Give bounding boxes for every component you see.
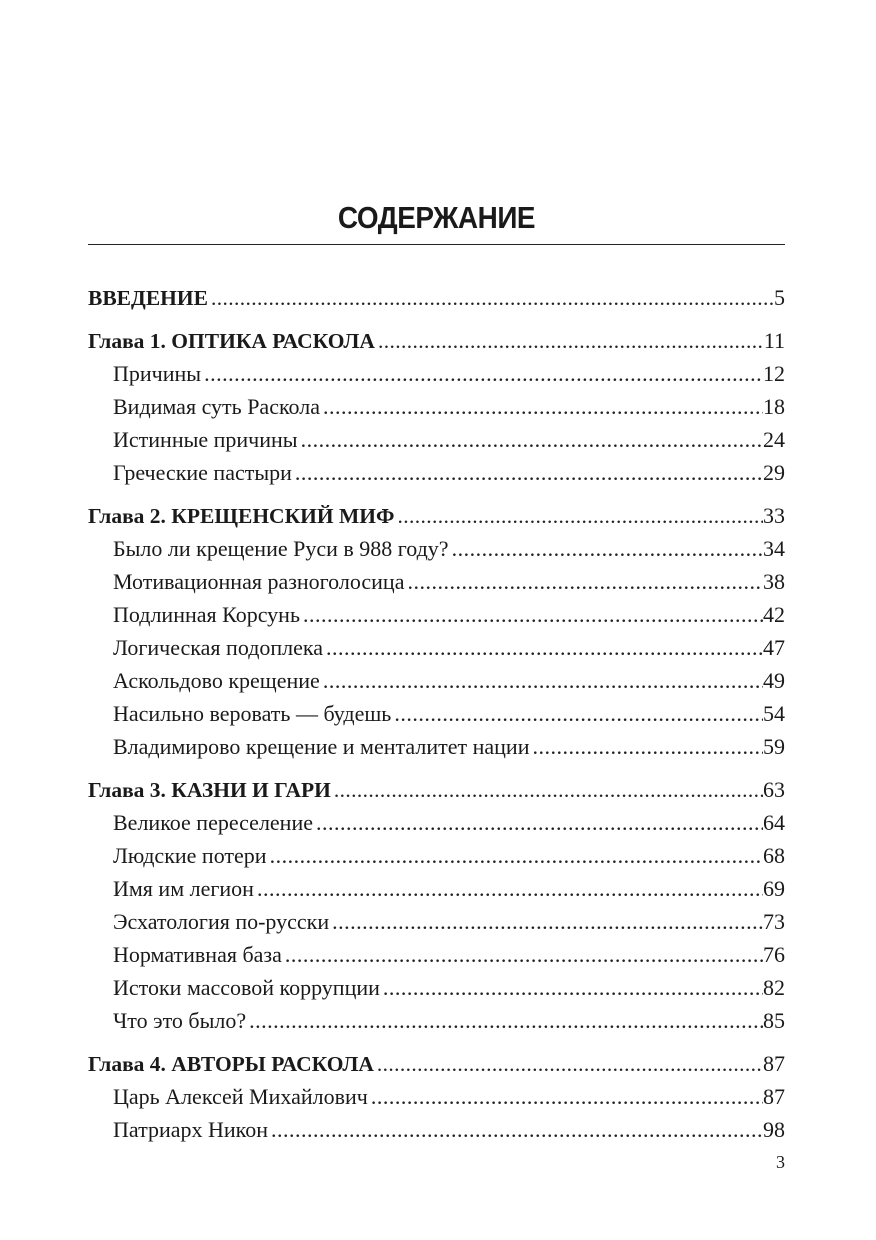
toc-entry-page: 68 [763, 843, 785, 868]
toc-entry-page: 34 [763, 536, 785, 561]
toc-entry-page: 11 [763, 328, 785, 353]
toc-entry-label: Причины [113, 361, 202, 386]
toc-section-entry[interactable] [88, 697, 785, 730]
toc-entry-label: Насильно веровать — будешь [113, 701, 392, 726]
toc-chapter-entry[interactable] [88, 499, 785, 532]
toc-section-entry[interactable] [88, 1004, 785, 1037]
dot-leader [329, 905, 763, 938]
toc-section-entry[interactable] [88, 730, 785, 763]
toc-entry-label: Глава 3. КАЗНИ И ГАРИ [88, 778, 331, 802]
dot-leader [391, 697, 763, 730]
dot-leader [529, 730, 763, 763]
toc-entry-label: Эсхатология по-русски [113, 909, 330, 934]
toc-section-entry[interactable] [88, 357, 785, 390]
toc-chapter-entry[interactable] [88, 1047, 785, 1080]
dot-leader [394, 500, 763, 533]
toc-entry-page: 87 [763, 1084, 785, 1109]
dot-leader [323, 631, 763, 664]
toc-entry-page: 33 [763, 503, 785, 528]
dot-leader [292, 456, 763, 489]
toc-entry-page: 63 [763, 777, 785, 802]
toc-entry-label: Глава 1. ОПТИКА РАСКОЛА [88, 329, 375, 353]
toc-section-entry[interactable] [88, 565, 785, 598]
toc-entry-page: 42 [763, 602, 785, 627]
toc-section-entry[interactable] [88, 1080, 785, 1113]
toc-entry-page: 47 [763, 635, 785, 660]
toc-entry-label: Патриарх Никон [113, 1117, 269, 1142]
toc-entry-page: 73 [763, 909, 785, 934]
dot-leader [368, 1080, 763, 1113]
toc-entry-label: Видимая суть Раскола [113, 394, 320, 419]
dot-leader [246, 1004, 763, 1037]
toc-chapter-entry[interactable] [88, 281, 785, 314]
dot-leader [449, 532, 763, 565]
dot-leader [404, 565, 763, 598]
dot-leader [320, 390, 763, 423]
toc-entry-label: Глава 2. КРЕЩЕНСКИЙ МИФ [88, 504, 395, 528]
toc-entry-page: 24 [763, 427, 785, 452]
toc-entry-label: Истинные причины [113, 427, 298, 452]
toc-entry-label: Нормативная база [113, 942, 282, 967]
toc-entry-page: 29 [763, 460, 785, 485]
toc-section-entry[interactable] [88, 905, 785, 938]
toc-entry-page: 76 [763, 942, 785, 967]
toc-entry-label: Было ли крещение Руси в 988 году? [113, 536, 449, 561]
toc-section-entry[interactable] [88, 423, 785, 456]
toc-section-entry[interactable] [88, 456, 785, 489]
toc-section-entry[interactable] [88, 532, 785, 565]
dot-leader [267, 839, 763, 872]
toc-entry-page: 59 [763, 734, 785, 759]
dot-leader [282, 938, 763, 971]
toc-entry-page: 38 [763, 569, 785, 594]
table-of-contents [88, 281, 785, 1146]
toc-entry-label: Греческие пастыри [113, 460, 292, 485]
toc-entry-label: Царь Алексей Михайлович [113, 1084, 368, 1109]
dot-leader [298, 423, 763, 456]
title-rule [88, 244, 785, 245]
dot-leader [300, 598, 763, 631]
toc-entry-page: 12 [763, 361, 785, 386]
toc-section-entry[interactable] [88, 598, 785, 631]
dot-leader [254, 872, 763, 905]
toc-entry-page: 49 [763, 668, 785, 693]
toc-section-entry[interactable] [88, 1113, 785, 1146]
dot-leader [380, 971, 763, 1004]
toc-entry-label: Людские потери [113, 843, 267, 868]
toc-section-entry[interactable] [88, 938, 785, 971]
dot-leader [331, 774, 763, 807]
toc-entry-page: 54 [763, 701, 785, 726]
toc-section-entry[interactable] [88, 664, 785, 697]
dot-leader [313, 806, 763, 839]
dot-leader [201, 357, 763, 390]
toc-entry-page: 64 [763, 810, 785, 835]
dot-leader [208, 282, 774, 315]
toc-entry-label: Глава 4. АВТОРЫ РАСКОЛА [88, 1052, 374, 1076]
toc-chapter-entry[interactable] [88, 773, 785, 806]
dot-leader [374, 1048, 763, 1081]
toc-entry-label: Владимирово крещение и менталитет нации [113, 734, 530, 759]
toc-entry-label: Великое переселение [113, 810, 313, 835]
toc-entry-label: Истоки массовой коррупции [113, 975, 380, 1000]
toc-entry-page: 98 [763, 1117, 785, 1142]
toc-section-entry[interactable] [88, 971, 785, 1004]
toc-entry-page: 87 [763, 1051, 785, 1076]
toc-entry-label: Мотивационная разноголосица [113, 569, 405, 594]
toc-entry-label: Имя им легион [113, 876, 254, 901]
dot-leader [375, 325, 764, 358]
toc-entry-label: Аскольдово крещение [113, 668, 320, 693]
toc-section-entry[interactable] [88, 390, 785, 423]
toc-entry-page: 85 [763, 1008, 785, 1033]
toc-entry-page: 5 [774, 285, 785, 310]
toc-entry-label: Что это было? [113, 1008, 247, 1033]
toc-section-entry[interactable] [88, 839, 785, 872]
toc-section-entry[interactable] [88, 631, 785, 664]
toc-entry-page: 18 [763, 394, 785, 419]
toc-entry-page: 82 [763, 975, 785, 1000]
page-number: 3 [776, 1152, 785, 1172]
dot-leader [268, 1113, 763, 1146]
toc-section-entry[interactable] [88, 872, 785, 905]
toc-section-entry[interactable] [88, 806, 785, 839]
toc-chapter-entry[interactable] [88, 324, 785, 357]
toc-entry-label: Логическая подоплека [113, 635, 324, 660]
dot-leader [320, 664, 763, 697]
toc-entry-label: Подлинная Корсунь [113, 602, 300, 627]
page-title: СОДЕРЖАНИЕ [337, 200, 536, 235]
toc-entry-label: ВВЕДЕНИЕ [88, 286, 208, 310]
toc-entry-page: 69 [763, 876, 785, 901]
